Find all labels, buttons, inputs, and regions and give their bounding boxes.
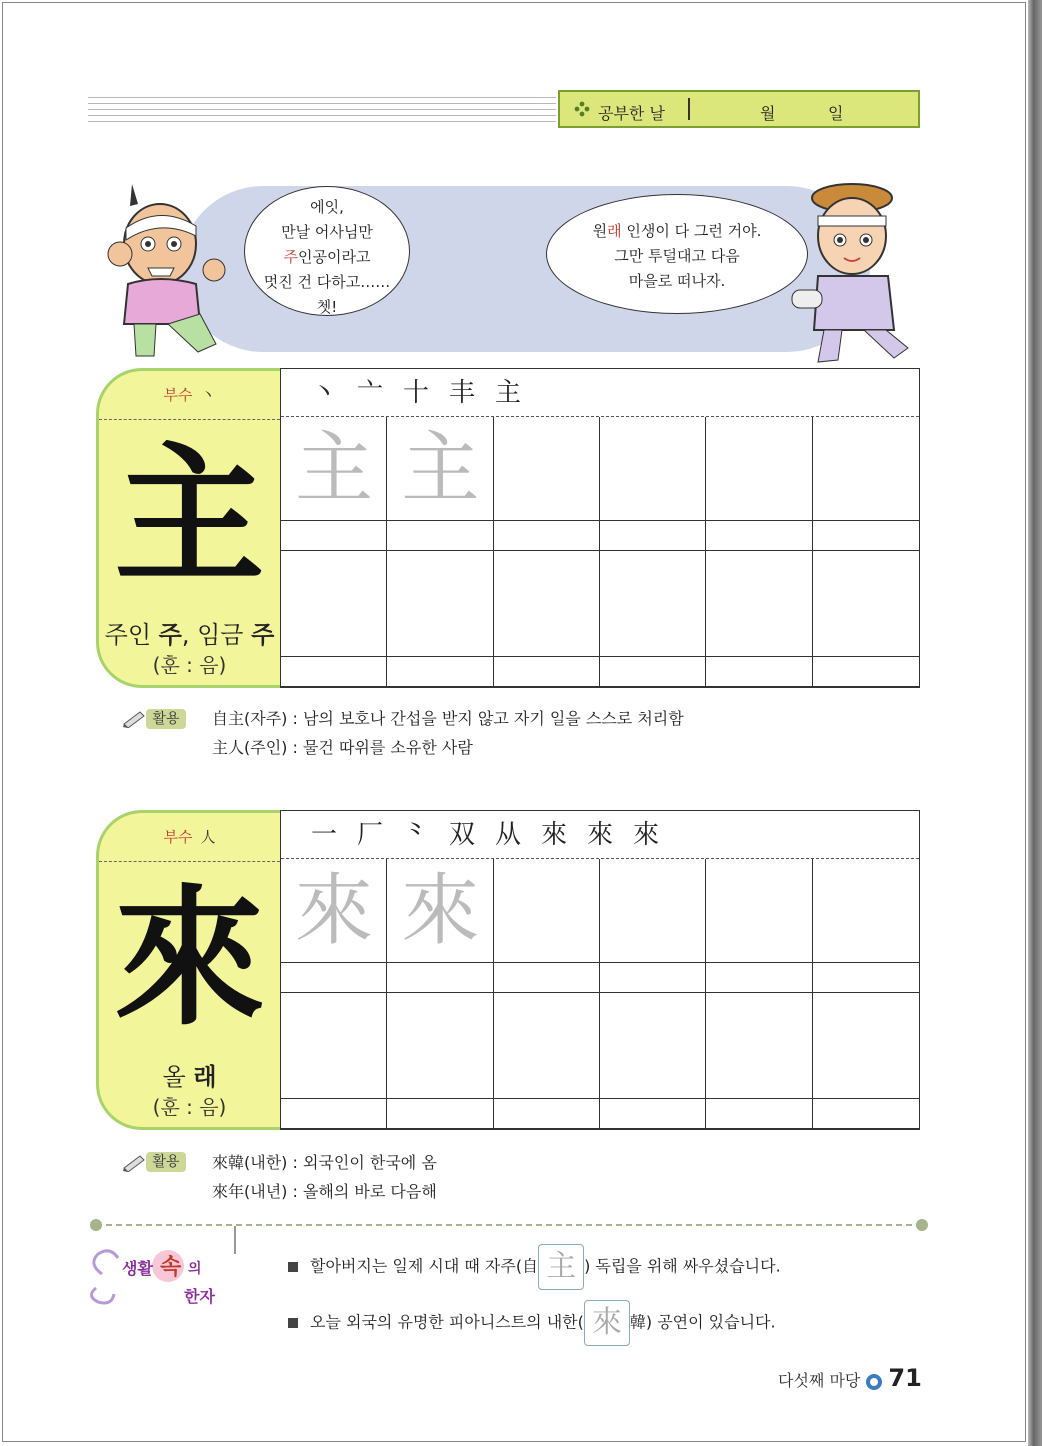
practice-cell[interactable] [706, 657, 812, 687]
stroke-order-row [281, 811, 919, 859]
practice-cell[interactable] [494, 417, 600, 521]
stroke-step: ⺀ [402, 820, 429, 850]
radical-char: 人 [200, 828, 216, 846]
page-number: 71 [888, 1364, 922, 1392]
practice-cell[interactable] [600, 963, 706, 993]
practice-cell[interactable] [494, 963, 600, 993]
usage-line [212, 706, 684, 729]
practice-cell[interactable] [494, 657, 600, 687]
usage-badge: 활용 [146, 709, 186, 729]
stroke-step: 主 [494, 378, 521, 408]
usage-word: 來年(내년) [212, 1182, 288, 1201]
practice-cell[interactable] [494, 859, 600, 963]
date-divider [688, 98, 690, 120]
practice-cell[interactable] [494, 1099, 600, 1129]
left-bubble-line: 에잇, [310, 198, 344, 216]
practice-cell[interactable] [706, 859, 812, 963]
hanja-block-ju [96, 368, 922, 688]
practice-cell[interactable] [600, 551, 706, 657]
practice-cell[interactable] [600, 521, 706, 551]
practice-cell[interactable] [813, 657, 919, 687]
writing-grid [280, 368, 920, 688]
stroke-step: 双 [448, 820, 475, 850]
stroke-step: 从 [494, 820, 521, 850]
radical-word: 부수 [163, 386, 193, 404]
radical-word: 부수 [163, 828, 193, 846]
bullet-square [288, 1318, 298, 1328]
practice-cell[interactable] [387, 963, 493, 993]
meaning-text: 주인 [104, 621, 159, 649]
study-date-box [558, 90, 920, 128]
life-sentence [288, 1300, 776, 1346]
usage-desc: : 남의 보호나 간섭을 받지 않고 자기 일을 스스로 처리함 [287, 709, 684, 728]
stroke-step: 來 [586, 820, 613, 850]
answer-box[interactable]: 主 [538, 1244, 584, 1290]
hun-eum-label: (훈 : 음) [152, 1095, 227, 1119]
usage-desc: : 올해의 바로 다음해 [287, 1182, 437, 1201]
practice-cell[interactable] [387, 551, 493, 657]
stroke-step: 一 [310, 820, 337, 850]
life-title-1: 생활 [122, 1259, 153, 1278]
right-bubble-line: 마을로 떠나자. [628, 272, 726, 290]
practice-cell[interactable] [813, 521, 919, 551]
usage-line [212, 1150, 437, 1173]
practice-cell[interactable] [281, 993, 387, 1099]
practice-cell[interactable] [706, 521, 812, 551]
stroke-step: 丰 [448, 378, 475, 408]
practice-cells [281, 859, 919, 1129]
meaning-sound-2: 주 [251, 621, 275, 649]
life-title-3: 의 [188, 1261, 202, 1277]
left-bubble-line: 쳇! [316, 298, 338, 316]
trace-glyph: 主 [294, 424, 373, 514]
stroke-step: 來 [632, 820, 659, 850]
practice-cell[interactable] [494, 993, 600, 1099]
page-footer [778, 1364, 922, 1392]
practice-cell[interactable] [387, 521, 493, 551]
life-title-2: 속 [160, 1255, 182, 1280]
angry-boy-illustration [104, 184, 244, 372]
radical-label [99, 813, 280, 862]
practice-cell[interactable] [813, 417, 919, 521]
practice-cell[interactable] [706, 417, 812, 521]
stroke-step: 厂 [356, 820, 383, 850]
practice-cell[interactable] [387, 1099, 493, 1129]
divider-dot [90, 1219, 102, 1231]
practice-cell[interactable] [600, 859, 706, 963]
usage-desc: : 물건 따위를 소유한 사람 [287, 738, 473, 757]
hanja-info-panel [96, 368, 280, 688]
usage-desc: : 외국인이 한국에 옴 [287, 1153, 437, 1172]
practice-cell[interactable] [600, 993, 706, 1099]
usage-word: 來韓(내한) [212, 1153, 288, 1172]
day-label: 일 [828, 104, 844, 123]
practice-cell[interactable] [600, 417, 706, 521]
practice-cell[interactable] [813, 551, 919, 657]
arrow-circle-icon [866, 1374, 882, 1390]
practice-cell[interactable] [813, 993, 919, 1099]
hun-eum-label: (훈 : 음) [152, 653, 227, 677]
meaning-sep: , 임금 [181, 621, 252, 649]
left-bubble-line: 멋진 건 다하고…… [263, 273, 391, 291]
meaning-text: 올 [162, 1063, 194, 1091]
practice-cell[interactable] [281, 551, 387, 657]
pencil-icon [122, 708, 148, 728]
left-bubble-highlight: 주 [283, 248, 299, 266]
footer-section: 다섯째 마당 [778, 1371, 861, 1390]
practice-cell[interactable] [600, 1099, 706, 1129]
left-bubble-line [245, 245, 409, 270]
practice-cell[interactable] [387, 657, 493, 687]
sentence-before: 할아버지는 일제 시대 때 자주(自 [310, 1256, 539, 1276]
stroke-step: 丶 [310, 378, 337, 408]
practice-cell[interactable] [706, 963, 812, 993]
practice-cell[interactable] [813, 859, 919, 963]
practice-cell[interactable] [600, 657, 706, 687]
right-bubble-line [547, 219, 807, 244]
right-speech-bubble [546, 194, 808, 314]
sentence-after: ) 독립을 위해 싸우셨습니다. [584, 1256, 781, 1276]
practice-cell[interactable] [813, 963, 919, 993]
main-hanja-glyph: 來 [114, 870, 265, 1046]
practice-cell[interactable] [494, 521, 600, 551]
section-divider [96, 1224, 922, 1226]
stroke-step: 十 [402, 378, 429, 408]
right-bubble-rest: 인생이 다 그런 거야. [621, 222, 762, 240]
life-sentence [288, 1244, 781, 1290]
left-speech-bubble [244, 186, 410, 316]
right-bubble-highlight: 래 [607, 222, 622, 240]
sentence-after: 韓) 공연이 있습니다. [629, 1312, 776, 1332]
pencil-icon [122, 1152, 148, 1172]
usage-word: 自主(자주) [212, 709, 288, 728]
stroke-step: 來 [540, 820, 567, 850]
divider-dot [916, 1219, 928, 1231]
right-bubble-line: 그만 투덜대고 다음 [614, 247, 740, 265]
stroke-order-row [281, 369, 919, 417]
practice-cell[interactable] [494, 551, 600, 657]
practice-cell[interactable] [281, 657, 387, 687]
practice-cell[interactable] [281, 963, 387, 993]
practice-cell[interactable] [706, 1099, 812, 1129]
hanja-meaning [99, 1057, 280, 1092]
header-dotted-lines [88, 92, 556, 126]
answer-box[interactable]: 來 [584, 1300, 630, 1346]
meaning-sound: 주 [158, 621, 182, 649]
stroke-step: 亠 [356, 378, 383, 408]
page-edge [1028, 0, 1042, 1446]
usage-badge: 활용 [146, 1152, 186, 1172]
study-day-label: 공부한 날 [598, 104, 665, 123]
practice-cell[interactable] [281, 1099, 387, 1129]
writing-grid [280, 810, 920, 1130]
practice-cell[interactable] [387, 993, 493, 1099]
life-hanja-title [84, 1244, 234, 1314]
right-bubble-pre: 원 [592, 222, 608, 240]
radical-char: 丶 [200, 386, 216, 404]
practice-cells [281, 417, 919, 687]
meaning-sound: 래 [193, 1063, 217, 1091]
practice-cell[interactable] [706, 993, 812, 1099]
trace-glyph: 來 [401, 866, 480, 956]
divider-vertical [234, 1226, 236, 1254]
traveler-boy-illustration [790, 180, 926, 374]
left-bubble-line: 만날 어사님만 [281, 223, 373, 241]
trace-glyph: 主 [401, 424, 480, 514]
hanja-block-rae [96, 810, 922, 1130]
practice-cell[interactable] [281, 521, 387, 551]
radical-label [99, 371, 280, 420]
bullet-square [288, 1262, 298, 1272]
usage-line [212, 1179, 437, 1202]
flower-icon [574, 101, 590, 121]
month-label: 월 [760, 104, 776, 123]
hanja-meaning [99, 615, 280, 650]
life-title-4: 한자 [184, 1287, 215, 1306]
sentence-before: 오늘 외국의 유명한 피아니스트의 내한( [310, 1312, 584, 1332]
trace-glyph: 來 [294, 866, 373, 956]
usage-line [212, 735, 473, 758]
usage-word: 主人(주인) [212, 738, 288, 757]
main-hanja-glyph: 主 [114, 428, 265, 604]
left-bubble-rest: 인공이라고 [298, 248, 371, 266]
practice-cell[interactable] [706, 551, 812, 657]
hanja-info-panel [96, 810, 280, 1130]
practice-cell[interactable] [813, 1099, 919, 1129]
